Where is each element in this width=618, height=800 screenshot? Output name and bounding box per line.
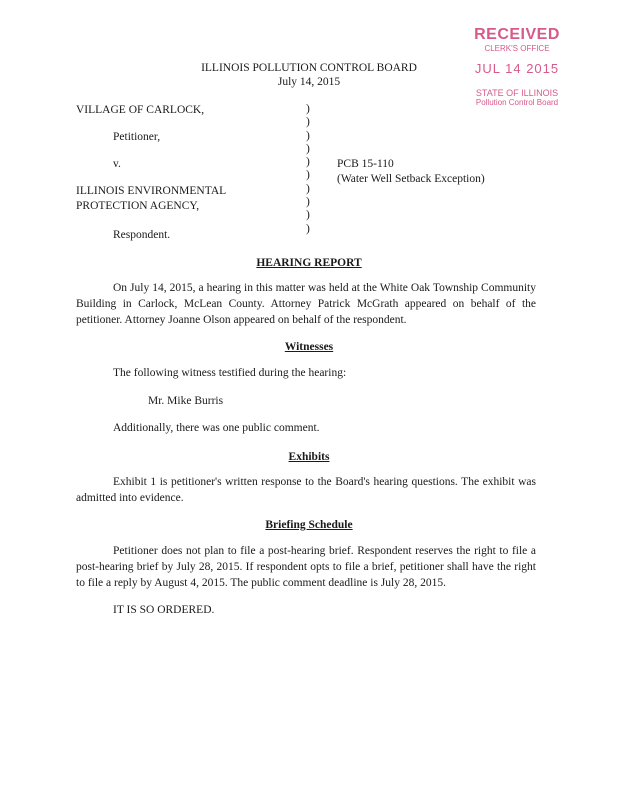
case-number: PCB 15-110 bbox=[337, 158, 394, 170]
respondent-name-2: PROTECTION AGENCY, bbox=[76, 200, 200, 212]
witnesses-intro: The following witness testified during the hearing: bbox=[113, 367, 347, 379]
respondent-label: Respondent. bbox=[113, 229, 171, 241]
briefing-heading: Briefing Schedule bbox=[265, 519, 353, 531]
case-type: (Water Well Setback Exception) bbox=[337, 173, 485, 185]
public-comment-note: Additionally, there was one public comment. bbox=[113, 422, 320, 434]
report-title: HEARING REPORT bbox=[256, 257, 362, 269]
board-name: ILLINOIS POLLUTION CONTROL BOARD bbox=[201, 62, 417, 74]
respondent-name-1: ILLINOIS ENVIRONMENTAL bbox=[76, 185, 227, 197]
petitioner-label: Petitioner, bbox=[113, 131, 161, 143]
caption-parentheses: ) ) ) ) ) ) ) ) ) ) bbox=[306, 103, 310, 235]
closing-order: IT IS SO ORDERED. bbox=[113, 604, 215, 616]
stamp-state: STATE OF ILLINOIS bbox=[475, 88, 559, 98]
stamp-date: JUL 14 2015 bbox=[474, 61, 560, 76]
petitioner-name: VILLAGE OF CARLOCK, bbox=[76, 104, 205, 116]
exhibits-heading: Exhibits bbox=[288, 451, 330, 463]
document-date: July 14, 2015 bbox=[277, 76, 341, 88]
stamp-title: RECEIVED bbox=[474, 26, 560, 43]
witness-name: Mr. Mike Burris bbox=[148, 395, 224, 407]
stamp-office: CLERK'S OFFICE bbox=[484, 44, 550, 53]
witnesses-heading: Witnesses bbox=[284, 341, 334, 353]
briefing-paragraph: Petitioner does not plan to file a post-hearing brief. Respondent reserves the right to file a post-hearing brief by July 28, 2015. If respondent opts to file a brief, petitioner shall have the right to file a reply by August 4, 2015. The public comment deadline is July 28, 2015. bbox=[76, 545, 536, 589]
versus: v. bbox=[113, 158, 121, 170]
exhibits-paragraph: Exhibit 1 is petitioner's written response to the Board's hearing questions. The exhibit was admitted into evidence. bbox=[76, 476, 536, 504]
intro-paragraph: On July 14, 2015, a hearing in this matter was held at the White Oak Township Community Building in Carlock, McLean County. Attorney Patrick McGrath appeared on behalf of the petitioner. Attorney Joanne Olson appeared on behalf of the respondent. bbox=[76, 282, 536, 326]
stamp-board: Pollution Control Board bbox=[475, 98, 559, 107]
